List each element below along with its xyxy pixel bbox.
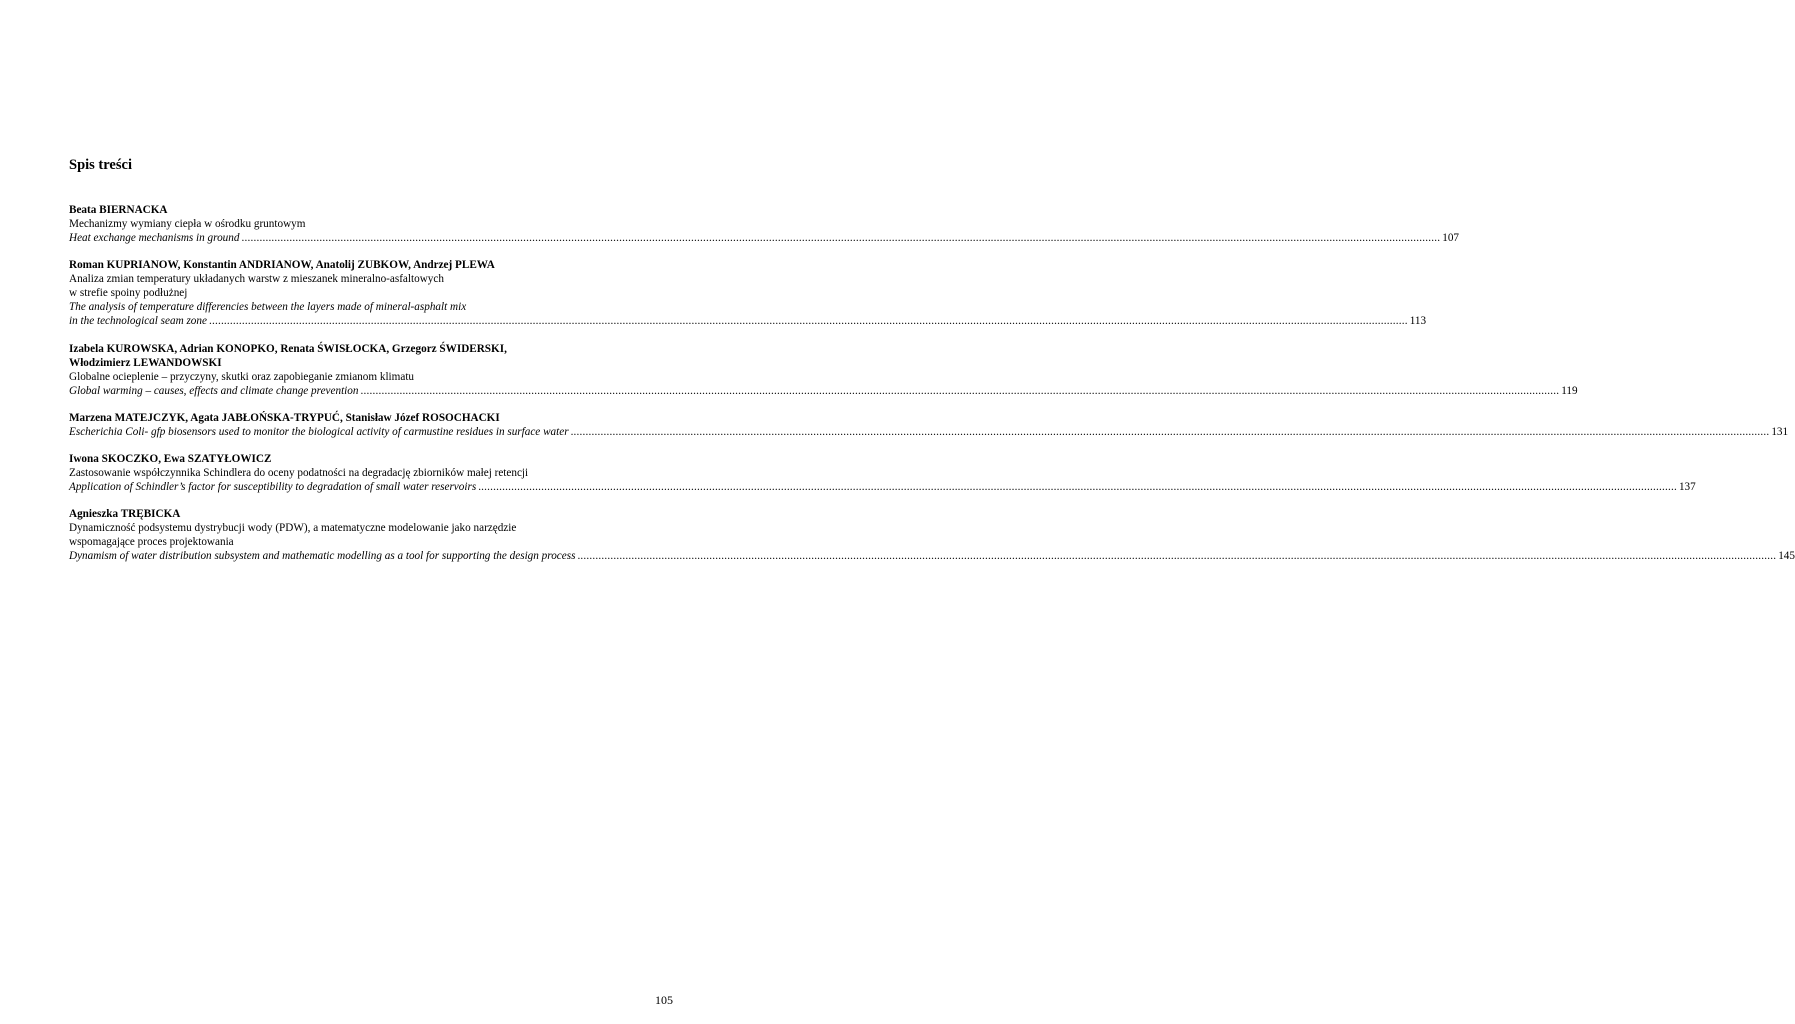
page-title: Spis treści xyxy=(69,157,132,173)
entry-title-pl: Dynamiczność podsystemu dystrybucji wody (PDW), a matematyczne modelowanie jako narzędzie xyxy=(69,522,517,534)
entry-page-number: 145 xyxy=(1778,550,1795,562)
entry-title-en: Global warming – causes, effects and climate change prevention xyxy=(69,385,359,397)
table-of-contents xyxy=(69,203,1795,576)
entry-page-number: 113 xyxy=(1409,315,1427,327)
entry-title-en-last-line xyxy=(69,480,1696,494)
toc-entry xyxy=(69,258,1427,328)
entry-authors: Roman KUPRIANOW, Konstantin ANDRIANOW, Anatolij ZUBKOW, Andrzej PLEWA xyxy=(69,259,495,271)
entry-authors: Iwona SKOCZKO, Ewa SZATYŁOWICZ xyxy=(69,453,272,465)
toc-entry xyxy=(69,507,1795,563)
entry-page-number: 107 xyxy=(1442,232,1459,244)
entry-authors: Włodzimierz LEWANDOWSKI xyxy=(69,357,222,369)
entry-title-en-last-line xyxy=(69,314,1427,328)
entry-title-en: Application of Schindler’s factor for susceptibility to degradation of small water reservoirs xyxy=(69,481,477,493)
entry-title-en-last-line xyxy=(69,384,1578,398)
entry-title-pl: w strefie spoiny podłużnej xyxy=(69,287,188,299)
toc-entry xyxy=(69,342,1578,398)
dot-leader: ................................................................................................................................................................................................................................................................................................................................................................................................................ xyxy=(208,315,1408,327)
entry-title-en-last-line xyxy=(69,231,1459,245)
entry-page-number: 119 xyxy=(1561,385,1578,397)
entry-title-pl: Mechanizmy wymiany ciepła w ośrodku gruntowym xyxy=(69,218,306,230)
entry-title-pl: Zastosowanie współczynnika Schindlera do oceny podatności na degradację zbiorników małej retencji xyxy=(69,467,529,479)
dot-leader: ................................................................................................................................................................................................................................................................................................................................................................................................................ xyxy=(241,232,1441,244)
entry-title-en-last-line xyxy=(69,549,1795,563)
page-number: 105 xyxy=(655,993,673,1007)
entry-title-pl: wspomagające proces projektowania xyxy=(69,536,234,548)
entry-page-number: 131 xyxy=(1771,426,1789,438)
entry-page-number: 137 xyxy=(1678,481,1696,493)
toc-entry xyxy=(69,452,1696,494)
entry-title-pl: Analiza zmian temperatury układanych warstw z mieszanek mineralno-asfaltowych xyxy=(69,273,444,285)
entry-title-en-last-line xyxy=(69,425,1789,439)
dot-leader: ................................................................................................................................................................................................................................................................................................................................................................................................................ xyxy=(577,550,1777,562)
entry-authors: Izabela KUROWSKA, Adrian KONOPKO, Renata ŚWISŁOCKA, Grzegorz ŚWIDERSKI, xyxy=(69,343,507,355)
toc-entry xyxy=(69,203,1459,245)
entry-title-pl: Globalne ocieplenie – przyczyny, skutki oraz zapobieganie zmianom klimatu xyxy=(69,371,415,383)
entry-title-en: in the technological seam zone xyxy=(69,315,207,327)
dot-leader: ................................................................................................................................................................................................................................................................................................................................................................................................................ xyxy=(570,426,1770,438)
entry-title-en: The analysis of temperature differencies between the layers made of mineral-asphalt mix xyxy=(69,301,467,313)
entry-authors: Agnieszka TRĘBICKA xyxy=(69,508,181,520)
entry-authors: Beata BIERNACKA xyxy=(69,204,168,216)
entry-title-en: Escherichia Coli- gfp biosensors used to monitor the biological activity of carmustine residues in surface water xyxy=(69,426,569,438)
toc-entry xyxy=(69,411,1789,439)
entry-authors: Marzena MATEJCZYK, Agata JABŁOŃSKA-TRYPUĆ, Stanisław Józef ROSOCHACKI xyxy=(69,412,500,424)
dot-leader: ................................................................................................................................................................................................................................................................................................................................................................................................................ xyxy=(360,385,1560,397)
dot-leader: ................................................................................................................................................................................................................................................................................................................................................................................................................ xyxy=(478,481,1677,493)
entry-title-en: Heat exchange mechanisms in ground xyxy=(69,232,240,244)
entry-title-en: Dynamism of water distribution subsystem and mathematic modelling as a tool for supporting the design process xyxy=(69,550,576,562)
